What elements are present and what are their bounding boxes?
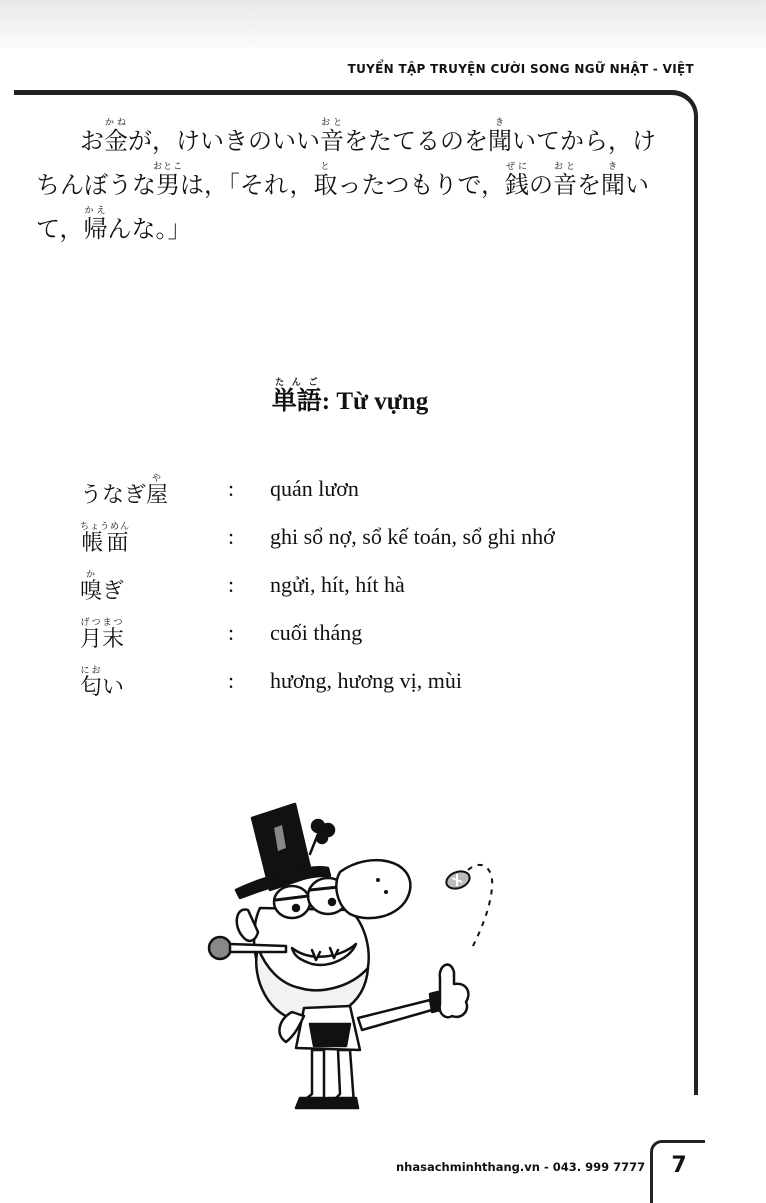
vocab-list	[80, 470, 680, 710]
left-leg	[302, 1050, 324, 1104]
vocab-heading: 単語たんご: Từ vựng	[271, 378, 429, 415]
page-number: 7	[671, 1153, 687, 1178]
footer-website: nhasachminhthang.vn - 043. 999 7777	[396, 1160, 646, 1174]
vocab-row	[80, 566, 680, 614]
right-arm	[358, 1000, 432, 1030]
pipe	[209, 937, 231, 959]
vocab-term: 帳面ちょうめん	[80, 522, 131, 556]
hand-thumb-flick	[440, 965, 469, 1018]
vocab-term: 匂におい	[80, 666, 125, 700]
vocab-colon: :	[228, 572, 235, 597]
coin-trajectory	[468, 865, 492, 948]
vocab-meaning: quán lươn	[270, 476, 359, 501]
vocab-term: 月末げつまつ	[80, 618, 125, 652]
vocab-row	[80, 518, 680, 566]
vocab-term: 嗅かぎ	[80, 570, 125, 604]
vocab-row	[80, 662, 680, 710]
vocab-colon: :	[228, 620, 235, 645]
vocab-meaning: hương, hương vị, mùi	[270, 668, 462, 693]
scan-shadow	[0, 0, 766, 48]
big-nose	[336, 860, 410, 918]
vocab-term: うなぎ屋や	[80, 474, 169, 508]
vocab-colon: :	[228, 524, 235, 549]
vocab-row	[80, 470, 680, 518]
left-eye	[274, 886, 310, 918]
vocab-meaning: cuối tháng	[270, 620, 363, 645]
vocab-row	[80, 614, 680, 662]
miser-cartoon-illustration	[200, 798, 500, 1118]
page-number-tab	[650, 1140, 705, 1203]
vocab-meaning: ngửi, hít, hít hà	[270, 572, 405, 597]
running-header: TUYỂN TẬP TRUYỆN CƯỜI SONG NGỮ NHẬT - VIỆT	[347, 61, 694, 77]
vocab-colon: :	[228, 668, 235, 693]
vocab-colon: :	[228, 476, 235, 501]
right-leg	[332, 1050, 354, 1104]
vocab-meaning: ghi sổ nợ, sổ kế toán, sổ ghi nhớ	[270, 524, 555, 549]
story-paragraph: お金かねが，けいきのいい音おとをたてるのを聞きいてから，けちんぼうな男おとこは，「それ，取とったつもりで，銭ぜにの音おとを聞きいて，帰かえんな。」	[36, 118, 656, 243]
coin-icon	[444, 868, 472, 891]
